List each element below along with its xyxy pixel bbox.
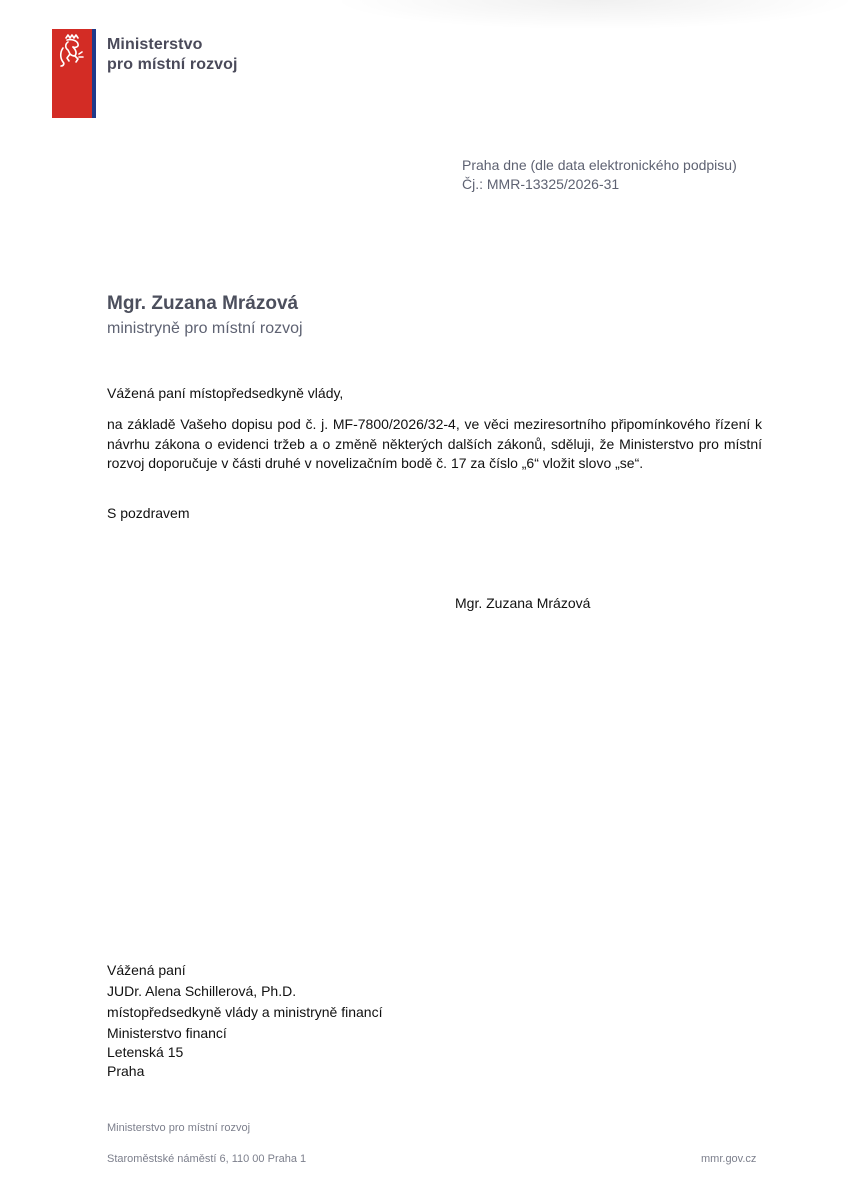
letter-date: Praha dne (dle data elektronického podpisu): [462, 157, 737, 173]
recipient-city: Praha: [107, 1063, 145, 1079]
logo-wordmark: [107, 35, 238, 75]
logo-blue-stripe: [92, 29, 96, 118]
recipient-street: Letenská 15: [107, 1044, 184, 1060]
logo-line-1: Ministerstvo: [107, 36, 203, 53]
footer-address: Staroměstské náměstí 6, 110 00 Praha 1: [107, 1153, 307, 1165]
salutation: Vážená paní místopředsedkyně vlády,: [107, 385, 344, 401]
sender-title: ministryně pro místní rozvoj: [107, 320, 303, 337]
recipient-name: JUDr. Alena Schillerová, Ph.D.: [107, 983, 297, 999]
footer-website: mmr.gov.cz: [701, 1153, 757, 1165]
scan-shadow: [330, 0, 860, 30]
recipient-position: místopředsedkyně vlády a ministryně financí: [107, 1004, 383, 1020]
logo-line-2: pro místní rozvoj: [107, 56, 238, 73]
closing: S pozdravem: [107, 505, 190, 521]
reference-number: Čj.: MMR-13325/2026-31: [462, 176, 620, 192]
sender-name: Mgr. Zuzana Mrázová: [107, 293, 299, 314]
recipient-greeting: Vážená paní: [107, 962, 186, 978]
letter-body: na základě Vašeho dopisu pod č. j. MF-7800/2026/32-4, ve věci meziresortního připomínkového řízení k návrhu zákona o evidenci tržeb a o změně některých dalších zákonů, sděluji, že Ministerstvo pro místní rozvoj doporučuje v části druhé v novelizačním bodě č. 17 za číslo „6“ vložit slovo „se“.: [107, 416, 762, 471]
footer-organization: Ministerstvo pro místní rozvoj: [107, 1122, 251, 1134]
lion-emblem-icon: [57, 34, 87, 68]
signature-name: Mgr. Zuzana Mrázová: [455, 595, 591, 611]
recipient-organization: Ministerstvo financí: [107, 1025, 227, 1041]
letter-meta: [462, 156, 737, 194]
recipient-address: [107, 961, 382, 1081]
